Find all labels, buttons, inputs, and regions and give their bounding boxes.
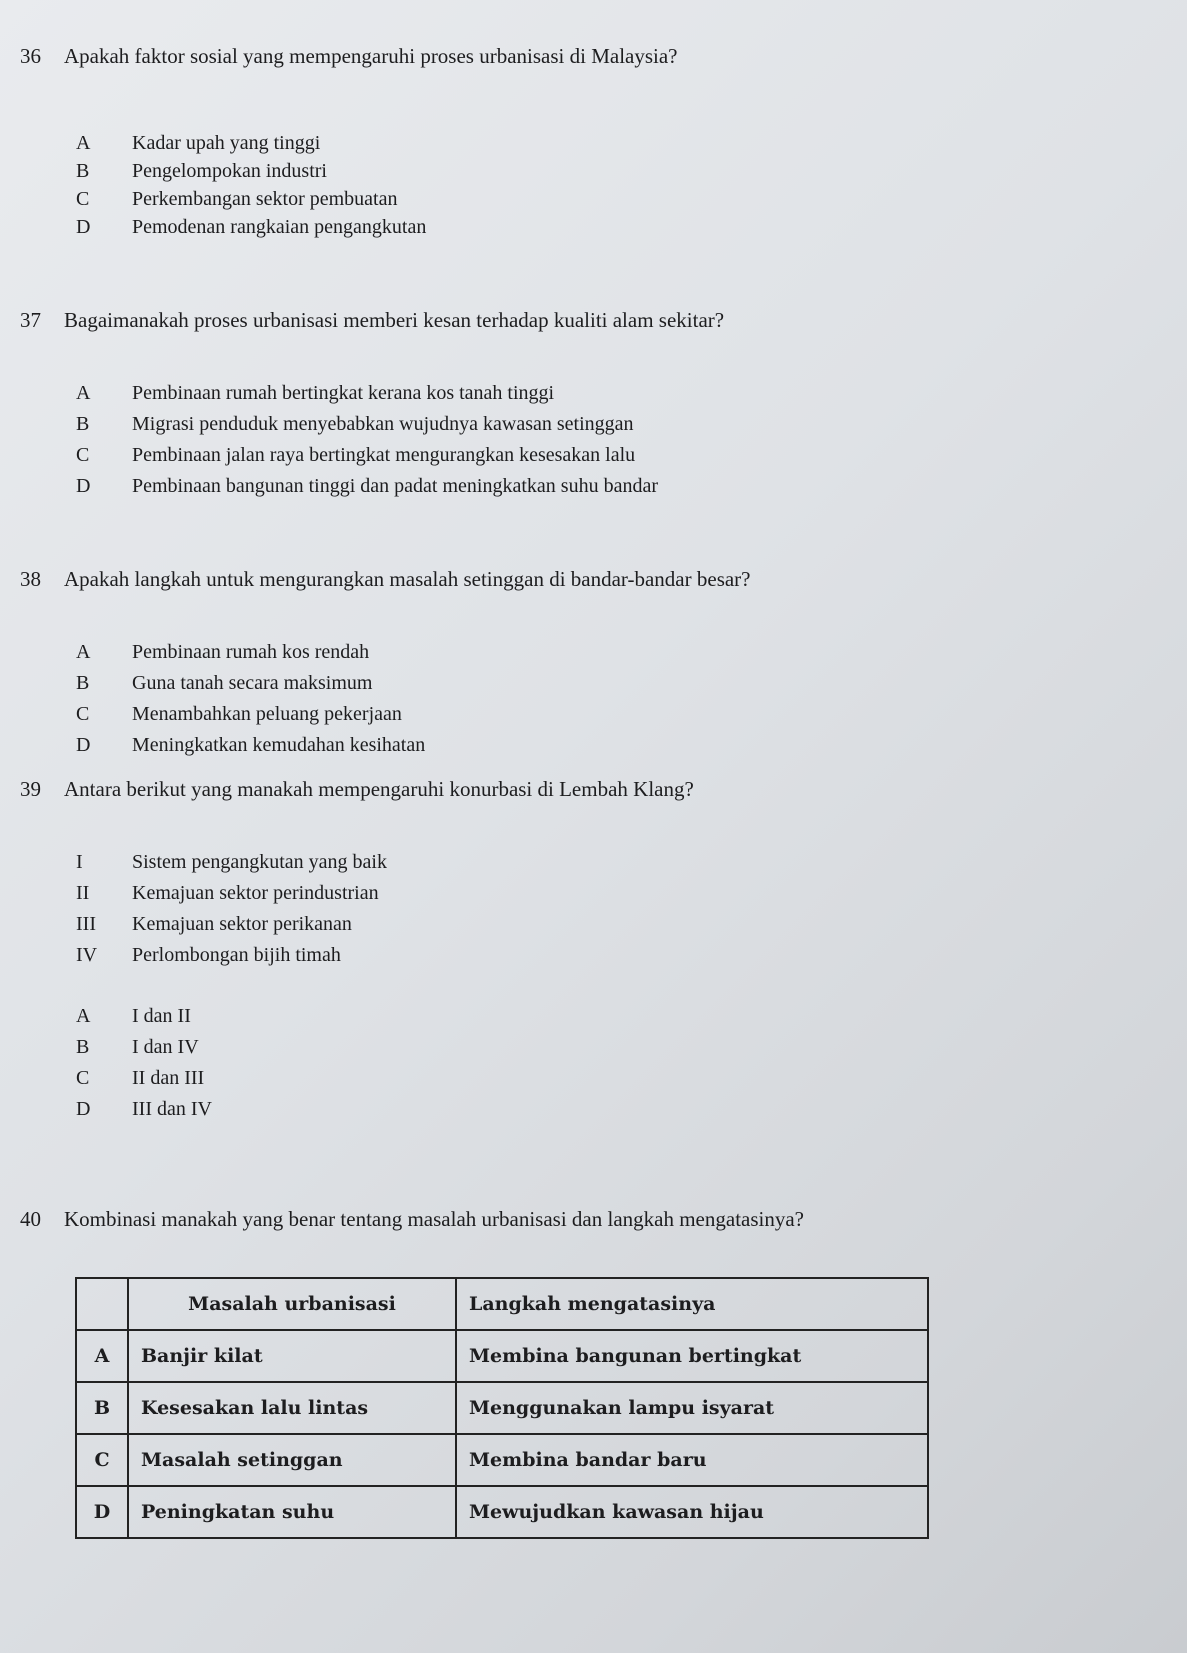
option-b: B I dan IV xyxy=(76,1036,199,1058)
row-letter: B xyxy=(76,1382,128,1434)
solution-cell: Membina bandar baru xyxy=(456,1434,928,1486)
question-stem xyxy=(20,565,1160,593)
question-40 xyxy=(20,1205,1160,1233)
question-number: 39 xyxy=(20,777,41,801)
option-list xyxy=(20,378,1160,502)
statement-ii: II Kemajuan sektor perindustrian xyxy=(76,882,379,904)
option-b: B Guna tanah secara maksimum xyxy=(76,672,373,694)
question-text: Bagaimanakah proses urbanisasi memberi kesan terhadap kualiti alam sekitar? xyxy=(64,308,725,332)
answer-table xyxy=(75,1277,929,1539)
problem-cell: Peningkatan suhu xyxy=(128,1486,456,1538)
table-row xyxy=(76,1330,928,1382)
option-list xyxy=(20,128,1160,243)
option-a: A I dan II xyxy=(76,1005,191,1027)
statement-i: I Sistem pengangkutan yang baik xyxy=(76,851,387,873)
option-c: C Perkembangan sektor pembuatan xyxy=(76,188,398,210)
option-list xyxy=(20,637,1160,761)
question-number: 36 xyxy=(20,44,41,68)
question-stem xyxy=(20,775,1160,803)
table-row xyxy=(76,1486,928,1538)
question-stem xyxy=(20,306,1160,334)
question-38 xyxy=(20,565,1160,761)
question-39 xyxy=(20,775,1160,1125)
row-letter: A xyxy=(76,1330,128,1382)
header-cell: Langkah mengatasinya xyxy=(456,1278,928,1330)
answer-table-wrap xyxy=(75,1277,929,1539)
question-number: 37 xyxy=(20,308,41,332)
solution-cell: Mewujudkan kawasan hijau xyxy=(456,1486,928,1538)
statement-list xyxy=(20,847,1160,971)
header-cell: Masalah urbanisasi xyxy=(128,1278,456,1330)
option-d: D Pemodenan rangkaian pengangkutan xyxy=(76,216,427,238)
table-row xyxy=(76,1434,928,1486)
question-stem xyxy=(20,42,1160,70)
statement-iii: III Kemajuan sektor perikanan xyxy=(76,913,352,935)
row-letter: D xyxy=(76,1486,128,1538)
problem-cell: Kesesakan lalu lintas xyxy=(128,1382,456,1434)
option-c: C Pembinaan jalan raya bertingkat mengurangkan kesesakan lalu xyxy=(76,444,636,466)
option-b: B Migrasi penduduk menyebabkan wujudnya kawasan setinggan xyxy=(76,413,634,435)
question-37 xyxy=(20,306,1160,502)
option-a: A Pembinaan rumah bertingkat kerana kos tanah tinggi xyxy=(76,382,555,404)
row-letter: C xyxy=(76,1434,128,1486)
solution-cell: Membina bangunan bertingkat xyxy=(456,1330,928,1382)
option-d: D Pembinaan bangunan tinggi dan padat meningkatkan suhu bandar xyxy=(76,475,658,497)
problem-cell: Masalah setinggan xyxy=(128,1434,456,1486)
option-d: D III dan IV xyxy=(76,1098,212,1120)
option-d: D Meningkatkan kemudahan kesihatan xyxy=(76,734,426,756)
header-cell xyxy=(76,1278,128,1330)
problem-cell: Banjir kilat xyxy=(128,1330,456,1382)
question-text: Apakah langkah untuk mengurangkan masalah setinggan di bandar-bandar besar? xyxy=(64,567,751,591)
option-c: C II dan III xyxy=(76,1067,205,1089)
option-a: A Pembinaan rumah kos rendah xyxy=(76,641,370,663)
question-36 xyxy=(20,42,1160,243)
option-b: B Pengelompokan industri xyxy=(76,160,327,182)
solution-cell: Menggunakan lampu isyarat xyxy=(456,1382,928,1434)
question-number: 38 xyxy=(20,567,41,591)
question-stem xyxy=(20,1205,1160,1233)
option-c: C Menambahkan peluang pekerjaan xyxy=(76,703,402,725)
option-list xyxy=(20,1001,1160,1125)
statement-iv: IV Perlombongan bijih timah xyxy=(76,944,341,966)
table-row xyxy=(76,1382,928,1434)
option-a: A Kadar upah yang tinggi xyxy=(76,132,321,154)
question-number: 40 xyxy=(20,1207,41,1231)
table-header-row xyxy=(76,1278,928,1330)
question-text: Kombinasi manakah yang benar tentang masalah urbanisasi dan langkah mengatasinya? xyxy=(64,1207,805,1231)
question-text: Antara berikut yang manakah mempengaruhi konurbasi di Lembah Klang? xyxy=(64,777,694,801)
question-text: Apakah faktor sosial yang mempengaruhi proses urbanisasi di Malaysia? xyxy=(64,44,678,68)
